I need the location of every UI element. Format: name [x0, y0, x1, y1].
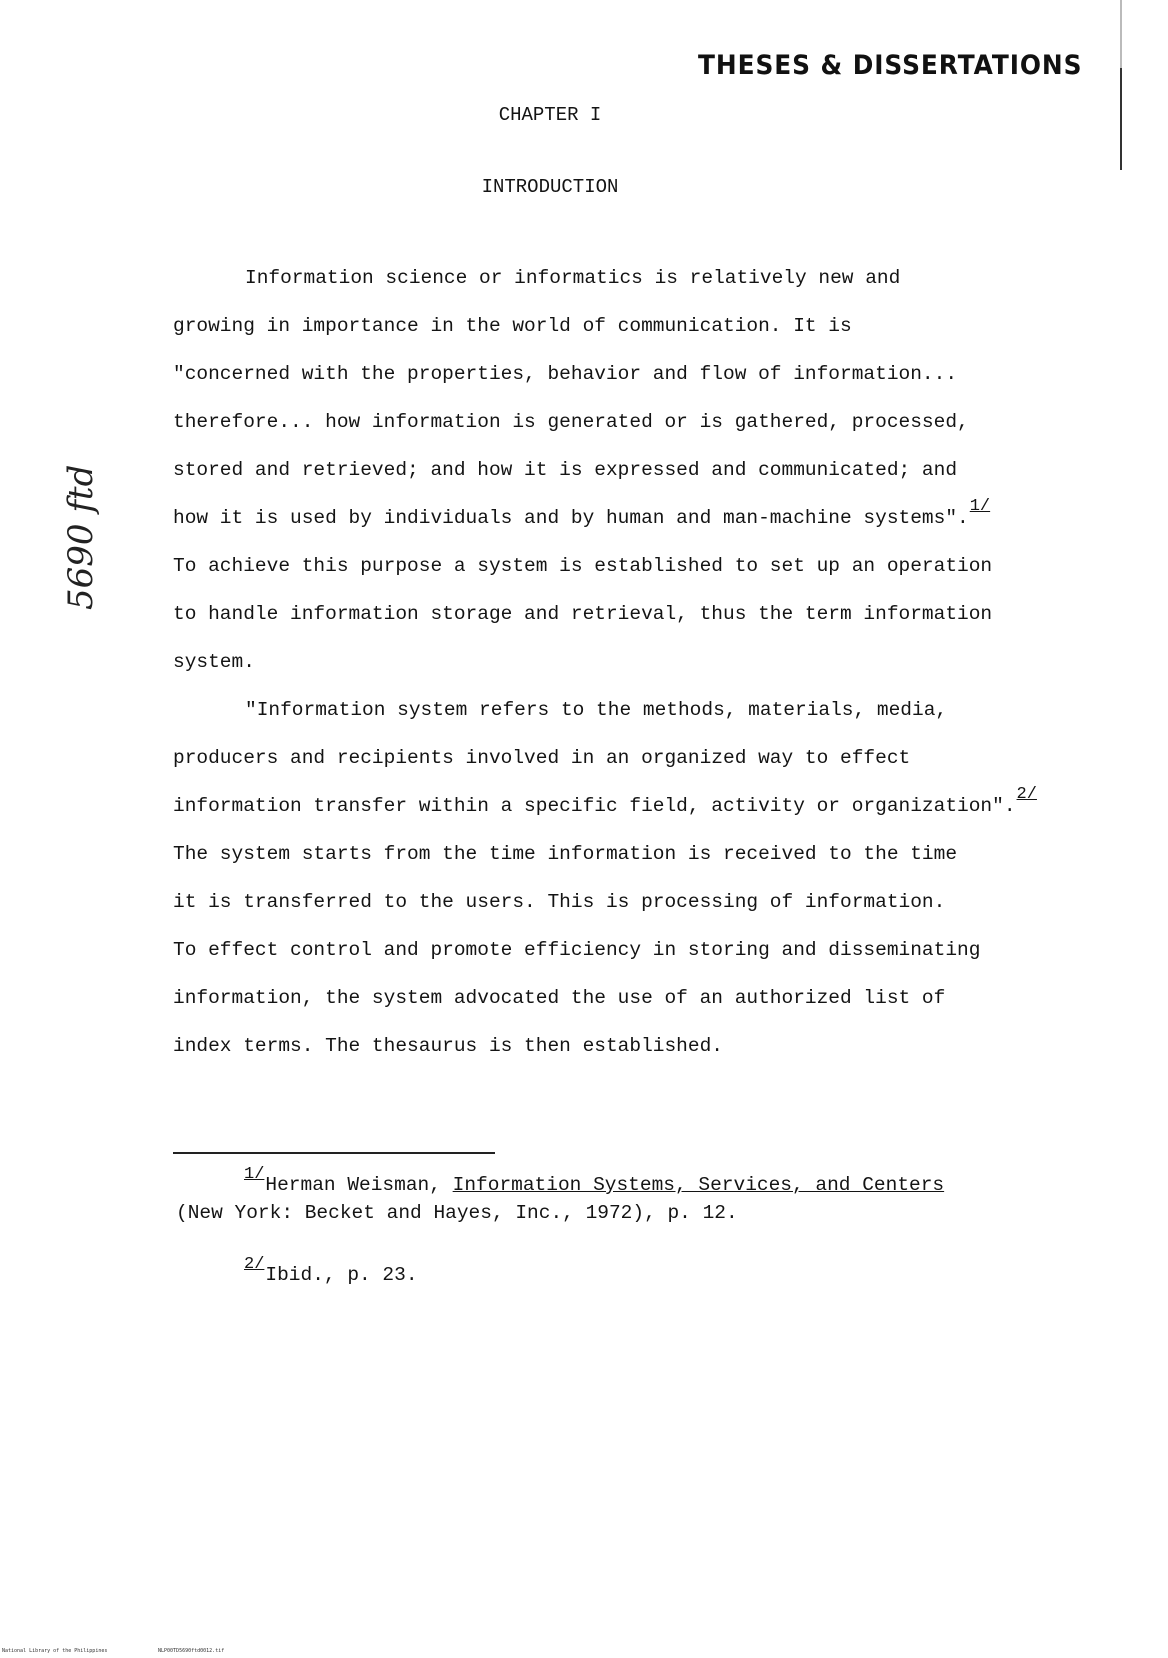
scan-source-label: National Library of the Philippines: [2, 1648, 108, 1654]
scan-file-name: NLP00TD5690ftd0012.tif: [158, 1648, 225, 1654]
paragraph-line: information, the system advocated the use of an authorized list of: [173, 987, 946, 1009]
footnote-divider: [173, 1152, 495, 1154]
paragraph-line: producers and recipients involved in an organized way to effect: [173, 747, 911, 769]
paragraph-line: To achieve this purpose a system is established to set up an operation: [173, 555, 993, 577]
paragraph-line: Information science or informatics is relatively new and: [245, 267, 901, 289]
paragraph-line: stored and retrieved; and how it is expressed and communicated; and: [173, 459, 958, 481]
footnote-2: [176, 1255, 1076, 1290]
paragraph-line-with-ref: [173, 785, 1073, 842]
paragraph-line: information transfer within a specific field, activity or organization".: [173, 795, 1016, 817]
paragraph-line: how it is used by individuals and by human and man-machine systems".: [173, 507, 969, 529]
footnote-book-title: Information Systems, Services, and Centers: [452, 1174, 945, 1196]
paragraph-line: therefore... how information is generated or is gathered, processed,: [173, 411, 969, 433]
paragraph-line-with-ref: [173, 497, 1073, 554]
footnote-mark-1: 1/: [244, 1165, 265, 1184]
body-text: [173, 266, 1073, 1082]
footnote-ref-2: 2/: [1016, 785, 1037, 804]
paragraph-line: index terms. The thesaurus is then established.: [173, 1035, 723, 1057]
footnote-text: Ibid., p. 23.: [265, 1264, 418, 1286]
footnote-publication: (New York: Becket and Hayes, Inc., 1972), p. 12.: [176, 1202, 738, 1224]
handwritten-call-number: 5690 ftd: [61, 464, 101, 610]
footnote-1: [176, 1165, 1076, 1200]
paragraph-line: The system starts from the time information is received to the time: [173, 843, 958, 865]
footnotes: [176, 1165, 1076, 1290]
paragraph-line: growing in importance in the world of communication. It is: [173, 315, 852, 337]
paragraph-line: system.: [173, 651, 255, 673]
chapter-heading: CHAPTER I: [498, 104, 602, 126]
paragraph-line: "concerned with the properties, behavior and flow of information...: [173, 363, 958, 385]
chapter-title: INTRODUCTION: [481, 176, 619, 198]
paragraph-line: to handle information storage and retrieval, thus the term information: [173, 603, 993, 625]
footnote-mark-2: 2/: [244, 1255, 265, 1274]
paragraph-line: "Information system refers to the methods, materials, media,: [245, 699, 948, 721]
footnote-author: Herman Weisman,: [265, 1174, 453, 1196]
paragraph-line: it is transferred to the users. This is processing of information.: [173, 891, 946, 913]
paragraph-line: To effect control and promote efficiency in storing and disseminating: [173, 939, 981, 961]
theses-dissertations-stamp: THESES & DISSERTATIONS: [698, 50, 1083, 81]
footnote-ref-1: 1/: [969, 497, 991, 516]
scan-edge-line: [1120, 0, 1122, 170]
